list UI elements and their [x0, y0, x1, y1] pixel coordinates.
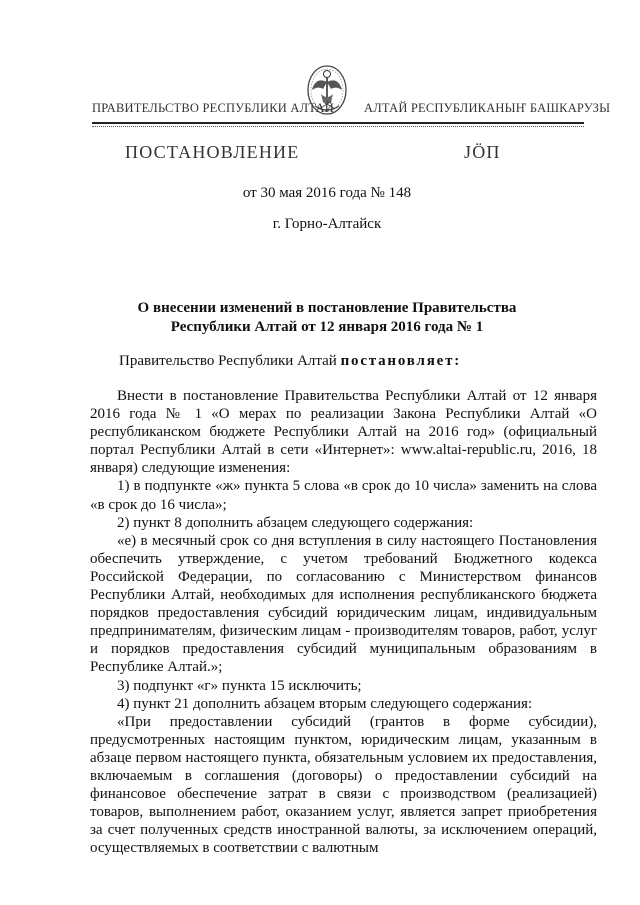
- government-name-russian: ПРАВИТЕЛЬСТВО РЕСПУБЛИКИ АЛТАЙ: [92, 101, 334, 115]
- government-name-altai: АЛТАЙ РЕСПУБЛИКАНЫҤ БАШКАРУЗЫ: [364, 101, 611, 115]
- body-paragraph: 3) подпункт «г» пункта 15 исключить;: [117, 677, 362, 694]
- title-line-1: О внесении изменений в постановление Правительства: [137, 300, 517, 316]
- document-body: [90, 387, 597, 857]
- body-paragraph: 2) пункт 8 дополнить абзацем следующего содержания:: [117, 514, 474, 531]
- document-date-number: от 30 мая 2016 года № 148: [242, 185, 412, 201]
- document-title: [0, 299, 640, 337]
- enacting-clause: [119, 352, 461, 370]
- document-city: г. Горно-Алтайск: [272, 216, 382, 232]
- document-type-russian: ПОСТАНОВЛЕНИЕ: [125, 142, 300, 162]
- body-paragraph: 1) в подпункте «ж» пункта 5 слова «в срок до 10 числа» заменить на слова «в срок до 16 числа»;: [90, 478, 597, 513]
- body-paragraph: «При предоставлении субсидий (грантов в форме субсидии), предусмотренных настоящим пунктом, юридическим лицам, указанным в абзаце первом настоящего пункта, обязательным условием их предоставления, включаемым в соглашения (договоры) о предоставлении субсидий на финансовое обеспечение затрат в связи с производством (реализацией) товаров, выполнением работ, оказанием услуг, является запрет приобретения за счет полученных средств иностранной валюты, за исключением операций, осуществляемых в соответствии с валютным: [90, 713, 597, 857]
- document-type-altai: JӦП: [464, 142, 501, 162]
- enacting-clause-verb: постановляет:: [340, 353, 462, 369]
- body-paragraph: 4) пункт 21 дополнить абзацем вторым следующего содержания:: [117, 695, 533, 712]
- enacting-clause-prefix: Правительство Республики Алтай: [119, 353, 341, 369]
- letterhead-rule: [92, 122, 584, 124]
- body-paragraph: Внести в постановление Правительства Республики Алтай от 12 января 2016 года № 1 «О мерах по реализации Закона Республики Алтай «О республиканском бюджете Республики Алтай на 2016 год» (официальный портал Республики Алтай в сети «Интернет»: www.altai-republic.ru, 2016, 18 января) следующие изменения:: [90, 388, 597, 477]
- title-line-2: Республики Алтай от 12 января 2016 года № 1: [170, 319, 484, 335]
- letterhead-rule-dotted: [92, 126, 584, 127]
- body-paragraph: «е) в месячный срок со дня вступления в силу настоящего Постановления обеспечить утверждение, с учетом требований Бюджетного кодекса Российской Федерации, по согласованию с Министерством финансов Республики Алтай, необходимых для исполнения республиканского бюджета порядков предоставления субсидий юридическим лицам, индивидуальным предпринимателям, физическим лицам - производителям товаров, работ, услуг и порядков предоставления субсидий муниципальным образованиям в Республике Алтай.»;: [90, 532, 597, 676]
